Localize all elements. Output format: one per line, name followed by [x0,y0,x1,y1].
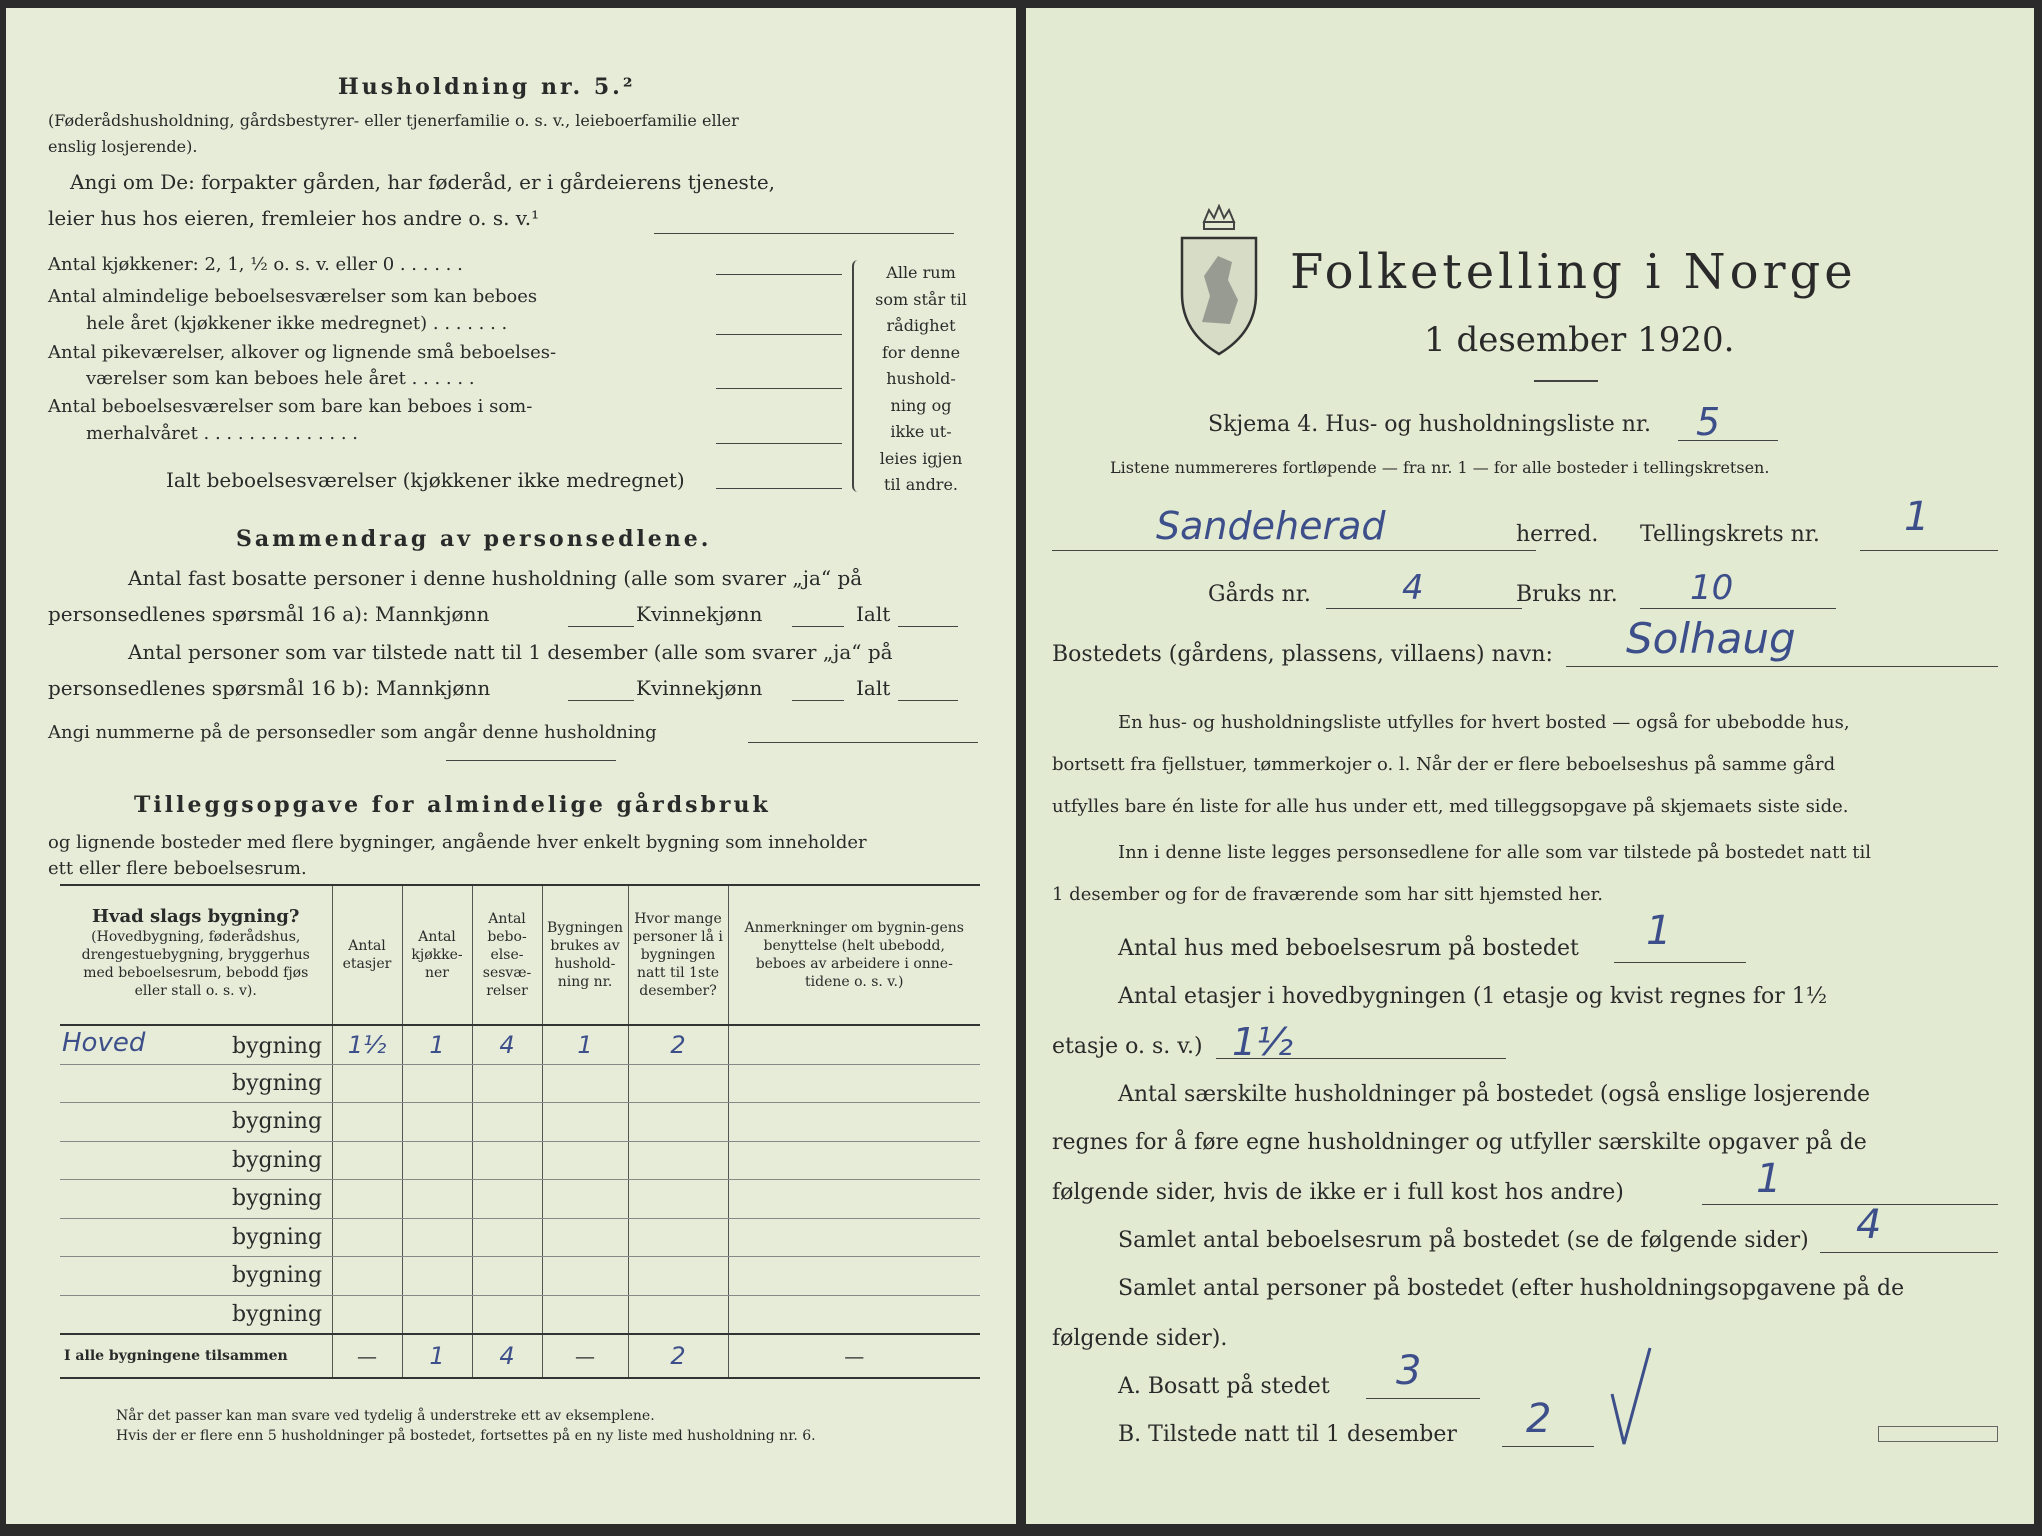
census-title: Folketelling i Norge [1290,244,1857,300]
cell-etasjer: 1½ [332,1025,402,1064]
fast-ialt-label: Ialt [856,602,891,626]
saer-line [1702,1204,1998,1205]
samlet-pers-line1: Samlet antal personer på bostedet (efter husholdningsopgavene på de [1118,1276,1905,1301]
tilst-kvinne-label: Kvinnekjønn [636,676,763,700]
inn-line1: Inn i denne liste legges personsedlene for alle som var tilstede på bostedet natt til [1118,842,1872,863]
household-title: Husholdning nr. 5.² [338,74,636,100]
tilst-ialt-label: Ialt [856,676,891,700]
tilstede-hw: 2 [1526,1396,1552,1442]
kjokkener-label: Antal kjøkkener: 2, 1, ½ o. s. v. eller 0 . . . . . . [48,254,463,275]
tilst-ialt-line [898,700,958,701]
table-row [60,1064,980,1103]
herred-label: herred. [1516,522,1599,547]
total-anmerkninger: — [728,1334,980,1378]
samlet-pers-line2: følgende sider). [1052,1326,1228,1351]
tilst-mann-line [568,700,634,701]
row-label: bygning [60,1257,332,1296]
col-header-type: Hvad slags bygning? (Hovedbygning, føderådshus, drengestuebygning, bryggerhus med beboelsesrum, bebodd fjøs eller stall o. s. v). [60,885,332,1025]
household-note-line2: enslig losjerende). [48,137,198,156]
gards-label: Gårds nr. [1208,582,1311,607]
total-etasjer: — [332,1334,402,1378]
saer-line1: Antal særskilte husholdninger på bostedet (også enslige losjerende [1118,1082,1871,1107]
table-row [60,1025,980,1064]
table-row [60,1218,980,1257]
bruks-line [1640,608,1836,609]
info-line2: bortsett fra fjellstuer, tømmerkojer o. l. Når der er flere beboelseshus på samme gård [1052,754,1836,775]
table-row [60,1257,980,1296]
col-header-rom: Antal bebo-else-sesvæ-relser [472,885,542,1025]
saer-hw: 1 [1756,1156,1782,1202]
gards-line [1326,608,1522,609]
total-husholdning: — [542,1334,628,1378]
cell-personer: 2 [628,1025,728,1064]
tillegg-line2: ett eller flere beboelsesrum. [48,858,307,879]
table-row [60,1295,980,1334]
angi-nummerne: Angi nummerne på de personsedler som angår denne husholdning [48,722,657,743]
fast-ialt-line [898,626,958,627]
alm-answer-line [716,334,842,335]
angi-answer-line [654,233,954,234]
total-kjokkener: 1 [402,1334,472,1378]
bostedets-hw: Solhaug [1626,614,1796,663]
bostedets-label: Bostedets (gårdens, plassens, villaens) navn: [1052,642,1553,667]
sommer-answer-line [716,443,842,444]
tilst-line1: Antal personer som var tilstede natt til 1 desember (alle som svarer „ja“ på [128,640,893,664]
tilst-line2: personsedlenes spørsmål 16 b): Mannkjønn [48,676,491,700]
tellingskrets-nr: 1 [1904,494,1930,540]
gards-nr: 4 [1402,568,1424,608]
total-label: I alle bygningene tilsammen [60,1334,332,1378]
sommer-line1: Antal beboelsesværelser som bare kan beboes i som- [48,396,533,417]
divider [446,760,616,761]
row-label: bygning [60,1141,332,1180]
pike-line1: Antal pikeværelser, alkover og lignende små beboelses- [48,342,557,363]
row-label: bygning [60,1064,332,1103]
coat-of-arms-icon [1174,204,1264,356]
printer-stamp [1878,1426,1998,1442]
col-header-anmerkninger: Anmerkninger om bygnin-gens benyttelse (helt ubebodd, beboes av arbeidere i onne-tidene o. s. v.) [728,885,980,1025]
total-rom: 4 [472,1334,542,1378]
ialt-rooms-label: Ialt beboelsesværelser (kjøkkener ikke medregnet) [166,468,685,492]
row-hw-type: Hoved [62,1028,146,1058]
inn-line2: 1 desember og for de fraværende som har sitt hjemsted her. [1052,884,1603,905]
skjema-line [1678,440,1778,441]
antal-hus-line [1614,962,1746,963]
bosatt-hw: 3 [1396,1348,1422,1394]
samlet-rom-line [1820,1252,1998,1253]
angi-line1: Angi om De: forpakter gården, har føderåd, er i gårdeierens tjeneste, [70,170,776,194]
col-header-husholdning: Bygningen brukes av hushold-ning nr. [542,885,628,1025]
listene-note: Listene nummereres fortløpende — fra nr. 1 — for alle bosteder i tellingskretsen. [1110,458,1770,477]
household-note-line1: (Føderådshusholdning, gårdsbestyrer- eller tjenerfamilie o. s. v., leieboerfamilie eller [48,111,739,130]
samlet-rom-hw: 4 [1856,1202,1882,1248]
cell-rom: 4 [472,1025,542,1064]
table-header-row [60,885,980,1025]
col-header-kjokkener: Antal kjøkke-ner [402,885,472,1025]
total-row [60,1334,980,1378]
tilst-kvinne-line [792,700,844,701]
census-date: 1 desember 1920. [1424,320,1735,360]
saer-line2: regnes for å føre egne husholdninger og utfyller særskilte opgaver på de [1052,1130,1867,1155]
cell-anmerkninger [728,1025,980,1064]
skjema-label: Skjema 4. Hus- og husholdningsliste nr. [1208,412,1651,437]
tellingskrets-line [1860,550,1998,551]
antal-hus-label: Antal hus med beboelsesrum på bostedet [1118,936,1579,961]
cell-kjokkener: 1 [402,1025,472,1064]
row-label: bygning [60,1295,332,1334]
footnote-line1: Når det passer kan man svare ved tydelig å understreke ett av eksemplene. [116,1408,655,1424]
angi-nummerne-line [748,742,978,743]
side-note: Alle rum som står til rådighet for denne hushold- ning og ikke ut- leies igjen til andre. [875,263,967,494]
skjema-nr: 5 [1696,400,1721,444]
row-label: bygning [232,1034,323,1059]
etasjer-hw: 1½ [1232,1020,1294,1064]
summary-title: Sammendrag av personsedlene. [236,526,712,552]
total-personer: 2 [628,1334,728,1378]
angi-line2: leier hus hos eieren, fremleier hos andre o. s. v.¹ [48,206,540,230]
fast-kvinne-line [792,626,844,627]
kjokkener-answer-line [716,274,842,275]
footnote-line2: Hvis der er flere enn 5 husholdninger på bostedet, fortsettes på en ny liste med husholdning nr. 6. [116,1428,816,1444]
row-label: bygning [60,1218,332,1257]
building-table [60,884,980,1379]
tellingskrets-label: Tellingskrets nr. [1640,522,1820,547]
ialt-answer-line [716,488,842,489]
right-page [1026,8,2034,1524]
bosatt-label: A. Bosatt på stedet [1118,1374,1330,1399]
bruks-label: Bruks nr. [1516,582,1618,607]
saer-line3: følgende sider, hvis de ikke er i full kost hos andre) [1052,1180,1624,1205]
samlet-rom-label: Samlet antal beboelsesrum på bostedet (se de følgende sider) [1118,1228,1809,1253]
info-line1: En hus- og husholdningsliste utfylles for hvert bosted — også for ubebodde hus, [1118,712,1850,733]
table-row [60,1141,980,1180]
info-line3: utfylles bare én liste for alle hus under ett, med tilleggsopgave på skjemaets siste side. [1052,796,1849,817]
row-label: bygning [60,1103,332,1142]
alm-line1: Antal almindelige beboelsesværelser som kan beboes [48,286,538,307]
fast-line2: personsedlenes spørsmål 16 a): Mannkjønn [48,602,490,626]
sommer-line2: merhalvåret . . . . . . . . . . . . . . [86,423,359,444]
bruks-nr: 10 [1690,568,1734,608]
herred-hw: Sandeherad [1156,504,1386,548]
row-label: bygning [60,1180,332,1219]
etasjer-line1: Antal etasjer i hovedbygningen (1 etasje og kvist regnes for 1½ [1118,984,1828,1009]
bostedets-line [1566,666,1998,667]
col-header-personer: Hvor mange personer lå i bygningen natt til 1ste desember? [628,885,728,1025]
table-row [60,1103,980,1142]
title-rule [1534,380,1598,382]
tillegg-title: Tilleggsopgave for almindelige gårdsbruk [134,792,771,818]
tilstede-label: B. Tilstede natt til 1 desember [1118,1422,1457,1447]
tillegg-line1: og lignende bosteder med flere bygninger, angående hver enkelt bygning som inneholder [48,832,867,853]
bosatt-line [1366,1398,1480,1399]
etasjer-line2: etasje o. s. v.) [1052,1034,1203,1059]
fast-mann-line [568,626,634,627]
check-mark-icon [1606,1344,1656,1454]
cell-husholdning: 1 [542,1025,628,1064]
left-page [6,8,1016,1524]
fast-line1: Antal fast bosatte personer i denne husholdning (alle som svarer „ja“ på [128,566,863,590]
side-note-brace [852,260,860,492]
fast-kvinne-label: Kvinnekjønn [636,602,763,626]
herred-line [1052,550,1536,551]
tilstede-line [1502,1446,1594,1447]
table-row [60,1180,980,1219]
antal-hus-hw: 1 [1646,908,1672,954]
pike-line2: værelser som kan beboes hele året . . . . . . [86,368,475,389]
col-header-etasjer: Antal etasjer [332,885,402,1025]
alm-line2: hele året (kjøkkener ikke medregnet) . . . . . . . [86,313,508,334]
pike-answer-line [716,388,842,389]
